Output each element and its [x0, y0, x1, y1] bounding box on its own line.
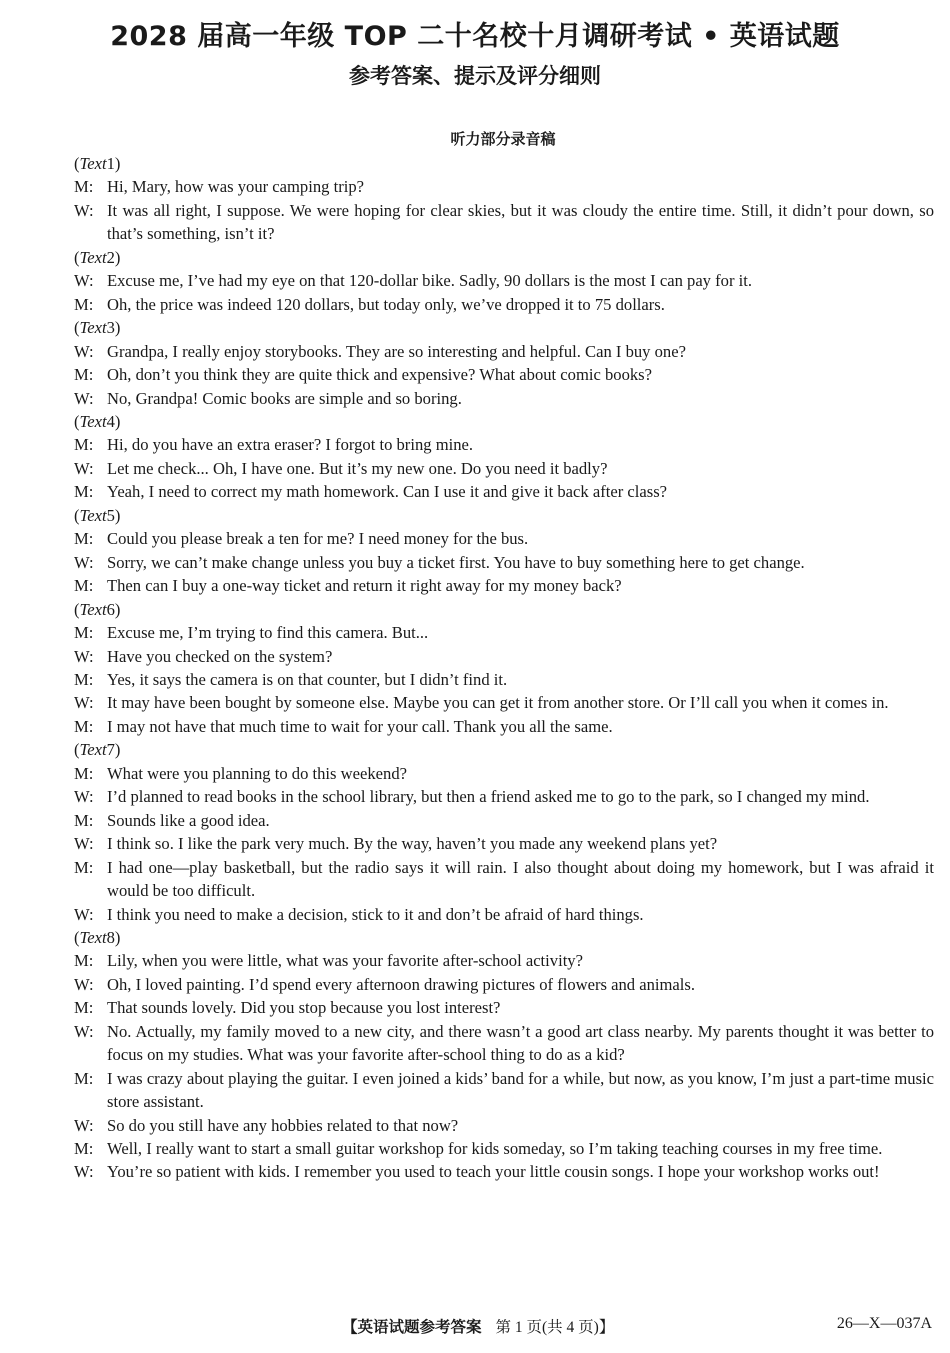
dialogue-line: [74, 1067, 934, 1114]
utterance-text: Sorry, we can’t make change unless you buy a ticket first. You have to buy something here to get change.: [107, 552, 805, 572]
speaker-label: M:: [74, 716, 94, 736]
utterance-text: Excuse me, I’ve had my eye on that 120-dollar bike. Sadly, 90 dollars is the most I can pay for it.: [107, 271, 752, 291]
utterance-text: No, Grandpa! Comic books are simple and so boring.: [107, 388, 462, 408]
text-label-word: Text: [79, 599, 107, 619]
speaker-label: M:: [74, 1139, 94, 1159]
speaker-label: W:: [74, 693, 94, 713]
speaker-label: M:: [74, 435, 94, 455]
speaker-label: M:: [74, 1068, 94, 1088]
text-label-paren: (: [74, 411, 80, 431]
text-label-paren: (: [74, 154, 80, 173]
speaker-label: M:: [74, 669, 94, 689]
speaker-label: W:: [74, 1162, 94, 1182]
dialogue-line: [74, 363, 934, 386]
text-label: [74, 410, 934, 433]
text-label-paren: (: [74, 740, 80, 760]
page-footer: [0, 1315, 950, 1341]
dialogue-line: [74, 340, 934, 363]
text-label: [74, 152, 934, 175]
dialogue-line: [74, 1114, 934, 1137]
utterance-text: Grandpa, I really enjoy storybooks. They are so interesting and helpful. Can I buy one?: [107, 341, 686, 361]
text-label-word: Text: [79, 154, 107, 173]
text-label-word: Text: [79, 927, 107, 947]
speaker-label: W:: [74, 787, 94, 807]
speaker-label: M:: [74, 951, 94, 971]
speaker-label: M:: [74, 365, 94, 385]
dialogue-line: [74, 762, 934, 785]
utterance-text: I may not have that much time to wait for your call. Thank you all the same.: [107, 716, 613, 736]
text-label-word: Text: [79, 411, 107, 431]
utterance-text: Could you please break a ten for me? I need money for the bus.: [107, 529, 529, 549]
dialogue-line: [74, 293, 934, 316]
speaker-label: W:: [74, 1021, 94, 1041]
speaker-label: W:: [74, 646, 94, 666]
utterance-text: I’d planned to read books in the school library, but then a friend asked me to go to the park, so I changed my mind.: [107, 787, 870, 807]
utterance-text: Oh, don’t you think they are quite thick and expensive? What about comic books?: [107, 365, 653, 385]
text-label: [74, 598, 934, 621]
speaker-label: W:: [74, 834, 94, 854]
speaker-label: W:: [74, 974, 94, 994]
dialogue-line: [74, 457, 934, 480]
utterance-text: Well, I really want to start a small guitar workshop for kids someday, so I’m taking teaching courses in my free time.: [107, 1139, 883, 1159]
utterance-text: So do you still have any hobbies related to that now?: [107, 1115, 459, 1135]
utterance-text: Yes, it says the camera is on that counter, but I didn’t find it.: [107, 669, 508, 689]
text-label-number: 2): [106, 247, 121, 267]
speaker-label: W:: [74, 552, 94, 572]
dialogue-line: [74, 199, 934, 246]
dialogue-line: [74, 715, 934, 738]
dialogue-line: [74, 1160, 934, 1183]
text-label: [74, 926, 934, 949]
text-label: [74, 738, 934, 761]
text-label-paren: (: [74, 318, 80, 338]
text-label-paren: (: [74, 505, 80, 525]
utterance-text: Sounds like a good idea.: [107, 810, 270, 830]
text-label-number: 7): [106, 740, 121, 760]
utterance-text: I think you need to make a decision, stick to it and don’t be afraid of hard things.: [107, 904, 644, 924]
dialogue-line: [74, 809, 934, 832]
dialogue-line: [74, 527, 934, 550]
text-label-number: 8): [106, 927, 121, 947]
dialogue-line: [74, 832, 934, 855]
dialogue-line: [74, 691, 934, 714]
text-label-number: 3): [106, 318, 121, 338]
text-label-word: Text: [79, 247, 107, 267]
utterance-text: That sounds lovely. Did you stop because you lost interest?: [107, 998, 501, 1018]
speaker-label: W:: [74, 200, 94, 220]
dialogue-line: [74, 903, 934, 926]
speaker-label: W:: [74, 341, 94, 361]
section-heading: 听力部分录音稿: [450, 130, 556, 148]
text-label: [74, 246, 934, 269]
utterance-text: It was all right, I suppose. We were hoping for clear skies, but it was cloudy the entire time. Still, it didn’t pour down, so that’s something, isn’t it?: [107, 200, 934, 244]
dialogue-line: [74, 269, 934, 292]
listening-transcript: [74, 152, 934, 1184]
footer-page-number: 第 1 页(共 4 页)】: [495, 1319, 615, 1336]
utterance-text: Oh, the price was indeed 120 dollars, but today only, we’ve dropped it to 75 dollars.: [107, 294, 665, 314]
dialogue-line: [74, 433, 934, 456]
speaker-label: M:: [74, 294, 94, 314]
text-label-number: 1): [106, 154, 121, 173]
footer-label: [342, 1315, 614, 1337]
text-label-paren: (: [74, 599, 80, 619]
dialogue-line: [74, 574, 934, 597]
dialogue-line: [74, 551, 934, 574]
utterance-text: Hi, do you have an extra eraser? I forgot to bring mine.: [107, 435, 474, 455]
utterance-text: I was crazy about playing the guitar. I even joined a kids’ band for a while, but now, as you know, I’m just a part-time music store assistant.: [107, 1068, 934, 1112]
utterance-text: Then can I buy a one-way ticket and return it right away for my money back?: [107, 576, 622, 596]
utterance-text: Excuse me, I’m trying to find this camera. But...: [107, 623, 429, 643]
text-label: [74, 316, 934, 339]
text-label-number: 5): [106, 505, 121, 525]
speaker-label: M:: [74, 177, 94, 197]
utterance-text: Lily, when you were little, what was your favorite after-school activity?: [107, 951, 583, 971]
speaker-label: M:: [74, 576, 94, 596]
speaker-label: W:: [74, 388, 94, 408]
speaker-label: M:: [74, 623, 94, 643]
text-label: [74, 504, 934, 527]
text-label-number: 6): [106, 599, 121, 619]
speaker-label: M:: [74, 763, 94, 783]
utterance-text: Hi, Mary, how was your camping trip?: [107, 177, 364, 197]
utterance-text: I had one—play basketball, but the radio says it will rain. I also thought about doing my homework, but I was afraid it would be too difficult.: [107, 857, 934, 901]
dialogue-line: [74, 1137, 934, 1160]
utterance-text: No. Actually, my family moved to a new city, and there wasn’t a good art class nearby. My parents thought it was better to focus on my studies. What was your favorite after-school thing to do as a kid?: [107, 1021, 934, 1065]
speaker-label: W:: [74, 458, 94, 478]
speaker-label: W:: [74, 904, 94, 924]
speaker-label: M:: [74, 529, 94, 549]
speaker-label: W:: [74, 1115, 94, 1135]
text-label-number: 4): [106, 411, 121, 431]
dialogue-line: [74, 621, 934, 644]
utterance-text: What were you planning to do this weekend?: [107, 763, 407, 783]
speaker-label: M:: [74, 857, 94, 877]
dialogue-line: [74, 387, 934, 410]
dialogue-line: [74, 856, 934, 903]
utterance-text: Let me check... Oh, I have one. But it’s my new one. Do you need it badly?: [107, 458, 608, 478]
utterance-text: Have you checked on the system?: [107, 646, 333, 666]
footer-title: 【英语试题参考答案: [342, 1318, 482, 1336]
text-label-paren: (: [74, 927, 80, 947]
dialogue-line: [74, 973, 934, 996]
dialogue-line: [74, 1020, 934, 1067]
dialogue-line: [74, 175, 934, 198]
dialogue-line: [74, 949, 934, 972]
speaker-label: M:: [74, 998, 94, 1018]
utterance-text: You’re so patient with kids. I remember you used to teach your little cousin songs. I hope your workshop works out!: [107, 1162, 880, 1182]
speaker-label: W:: [74, 271, 94, 291]
dialogue-line: [74, 480, 934, 503]
text-label-word: Text: [79, 740, 107, 760]
dialogue-line: [74, 645, 934, 668]
dialogue-line: [74, 996, 934, 1019]
text-label-paren: (: [74, 247, 80, 267]
dialogue-line: [74, 785, 934, 808]
document-title: 2028 届高一年级 TOP 二十名校十月调研考试 • 英语试题: [110, 21, 840, 52]
speaker-label: M:: [74, 810, 94, 830]
dialogue-line: [74, 668, 934, 691]
speaker-label: M:: [74, 482, 94, 502]
text-label-word: Text: [79, 318, 107, 338]
utterance-text: Yeah, I need to correct my math homework. Can I use it and give it back after class?: [107, 482, 668, 502]
document-subtitle: 参考答案、提示及评分细则: [349, 64, 601, 88]
text-label-word: Text: [79, 505, 107, 525]
utterance-text: I think so. I like the park very much. By the way, haven’t you made any weekend plans yet?: [107, 834, 718, 854]
footer-exam-code: 26—X—037A: [836, 1315, 932, 1332]
utterance-text: It may have been bought by someone else. Maybe you can get it from another store. Or I’ll call you when it comes in.: [107, 693, 889, 713]
utterance-text: Oh, I loved painting. I’d spend every afternoon drawing pictures of flowers and animals.: [107, 974, 695, 994]
